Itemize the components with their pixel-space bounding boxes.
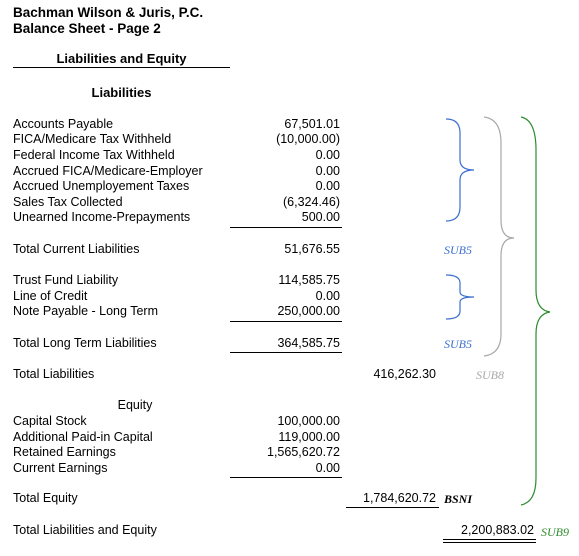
line-item-amount: 119,000.00	[278, 430, 340, 444]
sub9-tag: SUB9	[541, 525, 569, 539]
line-item-amount: 0.00	[315, 148, 340, 162]
line-item-amount: 100,000.00	[277, 414, 340, 428]
total-liabilities-equity-label: Total Liabilities and Equity	[13, 523, 157, 537]
line-item-label: Federal Income Tax Withheld	[13, 148, 175, 162]
line-item-label: Retained Earnings	[13, 445, 116, 459]
company-name: Bachman Wilson & Juris, P.C.	[13, 5, 204, 20]
report-subtitle: Balance Sheet - Page 2	[13, 21, 161, 36]
total-liabilities-equity-amount: 2,200,883.02	[461, 523, 534, 537]
sub5-tag: SUB5	[444, 337, 472, 351]
line-item-label: FICA/Medicare Tax Withheld	[13, 132, 172, 146]
equity-heading: Equity	[117, 398, 153, 412]
total-equity-label: Total Equity	[13, 491, 78, 505]
total-long-term-liabilities-amount: 364,585.75	[277, 336, 340, 350]
line-item-amount: 500.00	[301, 210, 340, 224]
line-item-amount: 250,000.00	[277, 304, 340, 318]
line-item-amount: 0.00	[315, 461, 340, 475]
line-item-label: Accrued Unemployement Taxes	[13, 179, 190, 193]
total-liabilities-brace	[484, 117, 514, 356]
sub8-tag: SUB8	[476, 368, 504, 382]
line-item-label: Additional Paid-in Capital	[13, 430, 153, 444]
line-item-amount: (6,324.46)	[283, 195, 340, 209]
line-item-amount: (10,000.00)	[276, 132, 340, 146]
line-item-label: Capital Stock	[13, 414, 87, 428]
line-item-label: Sales Tax Collected	[13, 195, 123, 209]
line-item-amount: 0.00	[315, 164, 340, 178]
line-item-label: Unearned Income-Prepayments	[13, 210, 191, 224]
line-item-amount: 67,501.01	[284, 117, 340, 131]
section-title: Liabilities and Equity	[56, 51, 187, 66]
line-item-amount: 1,565,620.72	[267, 445, 340, 459]
line-item-label: Current Earnings	[13, 461, 108, 475]
line-item-label: Note Payable - Long Term	[13, 304, 158, 318]
line-item-amount: 0.00	[315, 179, 340, 193]
total-liabilities-label: Total Liabilities	[13, 367, 95, 381]
line-item-label: Accounts Payable	[13, 117, 114, 131]
total-current-liabilities-amount: 51,676.55	[284, 242, 340, 256]
liabilities-equity-brace	[521, 117, 550, 505]
line-item-amount: 0.00	[315, 289, 340, 303]
line-item-label: Trust Fund Liability	[13, 273, 119, 287]
sub5-tag: SUB5	[444, 243, 472, 257]
line-item-label: Line of Credit	[13, 289, 88, 303]
liabilities-heading: Liabilities	[91, 85, 152, 100]
line-item-amount: 114,585.75	[278, 273, 340, 287]
long-term-liabilities-brace	[446, 275, 474, 319]
total-long-term-liabilities-label: Total Long Term Liabilities	[13, 336, 157, 350]
bsni-tag: BSNI	[444, 492, 473, 506]
total-current-liabilities-label: Total Current Liabilities	[13, 242, 140, 256]
line-item-label: Accrued FICA/Medicare-Employer	[13, 164, 203, 178]
current-liabilities-brace	[446, 119, 474, 221]
total-liabilities-amount: 416,262.30	[373, 367, 436, 381]
total-equity-amount: 1,784,620.72	[363, 491, 436, 505]
